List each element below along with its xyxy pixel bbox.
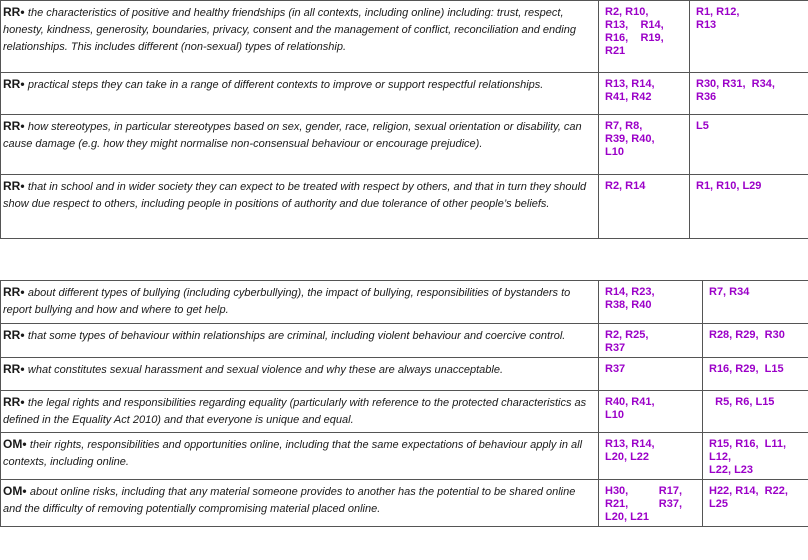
objective-cell bbox=[1, 115, 599, 175]
strand-code: RR bbox=[3, 285, 21, 299]
strand-code: RR bbox=[3, 328, 21, 342]
bullet: • bbox=[20, 77, 28, 91]
lesson-refs-b: R28, R29, R30 bbox=[703, 324, 808, 358]
lesson-refs-b: R7, R34 bbox=[703, 281, 808, 324]
table-row bbox=[1, 175, 808, 239]
strand-code: RR bbox=[3, 179, 21, 193]
lesson-refs-b: R5, R6, L15 bbox=[703, 391, 808, 433]
objective-text: how stereotypes, in particular stereotypes based on sex, gender, race, religion, sexual orientation or disability, can cause damage (e.g. how they might normalise non-consensual behaviour or encourage prejudice). bbox=[3, 121, 582, 150]
objective-text: that in school and in wider society they can expect to be treated with respect by others, and that in turn they should show due respect to others, including people in positions of authority and due tolerance of other people’s beliefs. bbox=[3, 181, 587, 210]
objective-cell bbox=[1, 433, 599, 480]
objective-text: practical steps they can take in a range of different contexts to improve or support respectful relationships. bbox=[27, 79, 544, 91]
table-row bbox=[1, 391, 808, 433]
curriculum-table-1 bbox=[0, 0, 808, 239]
lesson-refs-a: R2, R10, R13, R14, R16, R19, R21 bbox=[599, 1, 690, 73]
lesson-refs-a: R14, R23, R38, R40 bbox=[599, 281, 703, 324]
bullet: • bbox=[20, 362, 28, 376]
lesson-refs-b: R16, R29, L15 bbox=[703, 358, 808, 391]
curriculum-table-2 bbox=[0, 280, 808, 527]
objective-cell bbox=[1, 73, 599, 115]
objective-text: about online risks, including that any material someone provides to another has the potential to be shared online and the difficulty of removing potentially compromising material placed online. bbox=[3, 486, 576, 515]
lesson-refs-b: H22, R14, R22, L25 bbox=[703, 480, 808, 527]
strand-code: RR bbox=[3, 5, 21, 19]
bullet: • bbox=[20, 395, 28, 409]
lesson-refs-a: R40, R41, L10 bbox=[599, 391, 703, 433]
lesson-refs-a: R2, R14 bbox=[599, 175, 690, 239]
objective-cell bbox=[1, 324, 599, 358]
strand-code: RR bbox=[3, 362, 21, 376]
lesson-refs-a: H30, R17, R21, R37, L20, L21 bbox=[599, 480, 703, 527]
objective-text: their rights, responsibilities and opportunities online, including that the same expectations of behaviour apply in all contexts, including online. bbox=[3, 439, 583, 468]
lesson-refs-b: R30, R31, R34, R36 bbox=[690, 73, 808, 115]
bullet: • bbox=[20, 5, 28, 19]
objective-cell bbox=[1, 1, 599, 73]
table-row bbox=[1, 480, 808, 527]
strand-code: RR bbox=[3, 395, 21, 409]
table-row bbox=[1, 73, 808, 115]
lesson-refs-a: R7, R8, R39, R40, L10 bbox=[599, 115, 690, 175]
objective-text: that some types of behaviour within relationships are criminal, including violent behaviour and coercive control. bbox=[27, 330, 566, 342]
lesson-refs-a: R2, R25, R37 bbox=[599, 324, 703, 358]
objective-text: the characteristics of positive and healthy friendships (in all contexts, including online) including: trust, respect, honesty, kindness, generosity, boundaries, privacy, consent and the management of conflict, reconciliation and ending relationships. This includes different (non-sexual) types of relationship. bbox=[3, 7, 576, 53]
lesson-refs-b: R1, R10, L29 bbox=[690, 175, 808, 239]
lesson-refs-b: L5 bbox=[690, 115, 808, 175]
strand-code: RR bbox=[3, 77, 21, 91]
objective-text: about different types of bullying (including cyberbullying), the impact of bullying, responsibilities of bystanders to report bullying and how and where to get help. bbox=[3, 287, 571, 316]
bullet: • bbox=[20, 328, 28, 342]
objective-text: the legal rights and responsibilities regarding equality (particularly with reference to the protected characteristics as defined in the Equality Act 2010) and that everyone is unique and equal. bbox=[3, 397, 587, 426]
lesson-refs-a: R13, R14, R41, R42 bbox=[599, 73, 690, 115]
lesson-refs-a: R37 bbox=[599, 358, 703, 391]
objective-cell bbox=[1, 480, 599, 527]
strand-code: OM bbox=[3, 484, 23, 498]
table-row bbox=[1, 358, 808, 391]
lesson-refs-b: R15, R16, L11, L12, L22, L23 bbox=[703, 433, 808, 480]
bullet: • bbox=[20, 285, 28, 299]
objective-text: what constitutes sexual harassment and sexual violence and why these are always unacceptable. bbox=[27, 364, 504, 376]
bullet: • bbox=[20, 119, 28, 133]
table-row bbox=[1, 1, 808, 73]
table-row bbox=[1, 324, 808, 358]
table-row bbox=[1, 115, 808, 175]
table-row bbox=[1, 281, 808, 324]
bullet: • bbox=[22, 437, 30, 451]
lesson-refs-a: R13, R14, L20, L22 bbox=[599, 433, 703, 480]
objective-cell bbox=[1, 358, 599, 391]
lesson-refs-b: R1, R12, R13 bbox=[690, 1, 808, 73]
bullet: • bbox=[20, 179, 28, 193]
table-row bbox=[1, 433, 808, 480]
strand-code: RR bbox=[3, 119, 21, 133]
objective-cell bbox=[1, 281, 599, 324]
strand-code: OM bbox=[3, 437, 23, 451]
objective-cell bbox=[1, 391, 599, 433]
bullet: • bbox=[22, 484, 30, 498]
objective-cell bbox=[1, 175, 599, 239]
